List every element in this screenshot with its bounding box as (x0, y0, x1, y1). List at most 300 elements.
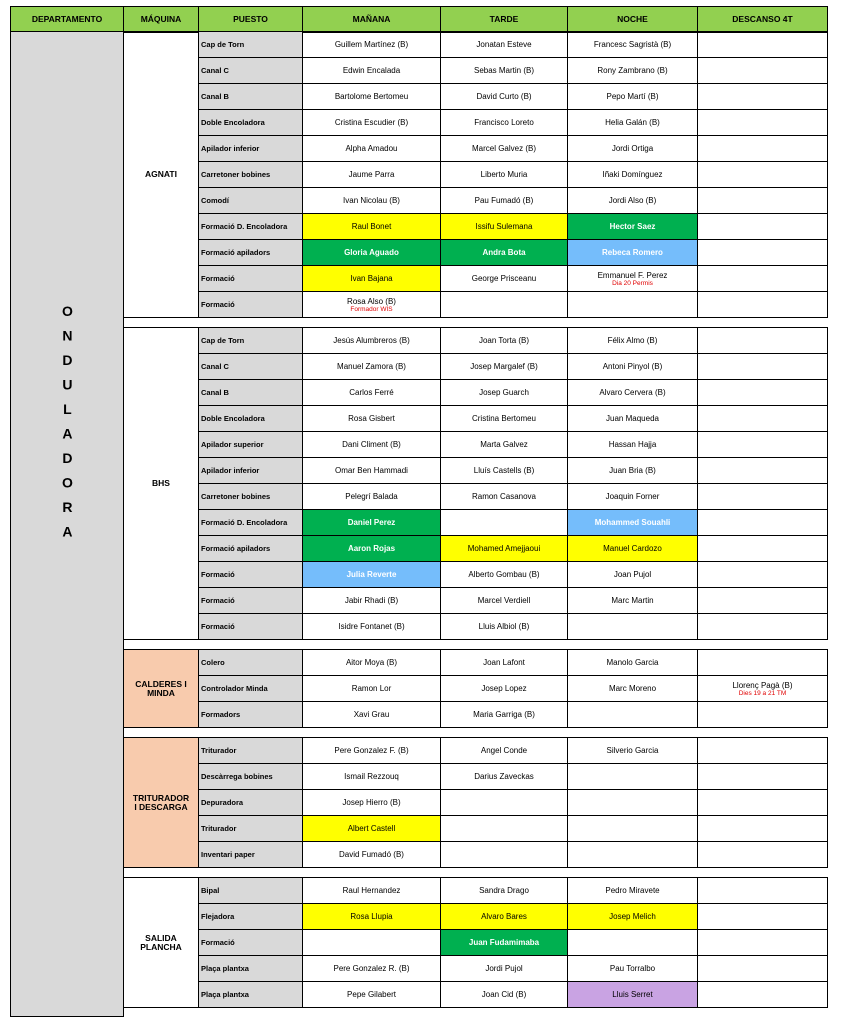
header-manana-label: MAÑANA (352, 14, 391, 24)
worker-name: Marcel Verdiell (477, 596, 531, 605)
worker-name: Alvaro Cervera (B) (599, 388, 666, 397)
puesto-cell (198, 239, 303, 266)
shift-cell-tarde (440, 213, 568, 240)
worker-name: Marta Galvez (480, 440, 528, 449)
puesto-cell (198, 981, 303, 1008)
shift-cell-noche (567, 903, 698, 930)
worker-name: Silverio Garcia (606, 746, 659, 755)
worker-name: Josep Guarch (479, 388, 529, 397)
puesto-cell (198, 763, 303, 790)
shift-cell-tarde (440, 265, 568, 292)
worker-name: Raul Hernandez (342, 886, 401, 895)
puesto-cell (198, 291, 303, 318)
puesto-label: Flejadora (201, 912, 235, 921)
worker-name: Ramon Lor (351, 684, 392, 693)
worker-name: Ivan Bajana (350, 274, 393, 283)
shift-cell-noche (567, 457, 698, 484)
worker-name: Rony Zambrano (B) (597, 66, 668, 75)
puesto-label: Descàrrega bobines (201, 772, 273, 781)
shift-cell-manana (302, 955, 441, 982)
header-descanso-label: DESCANSO 4T (732, 14, 793, 24)
shift-cell-descanso (697, 379, 828, 406)
shift-cell-descanso (697, 509, 828, 536)
shift-cell-noche (567, 353, 698, 380)
shift-cell-noche (567, 675, 698, 702)
shift-cell-manana (302, 649, 441, 676)
worker-name: Gloria Aguado (344, 248, 399, 257)
puesto-cell (198, 789, 303, 816)
worker-name: Lluís Castells (B) (473, 466, 535, 475)
shift-cell-tarde (440, 763, 568, 790)
worker-name: Manuel Zamora (B) (337, 362, 406, 371)
puesto-label: Formació D. Encoladora (201, 518, 288, 527)
shift-cell-manana (302, 789, 441, 816)
puesto-cell (198, 701, 303, 728)
shift-cell-descanso (697, 265, 828, 292)
shift-cell-manana (302, 483, 441, 510)
cell-stack (347, 297, 396, 313)
shift-cell-manana (302, 903, 441, 930)
shift-cell-descanso (697, 649, 828, 676)
worker-name: Joan Lafont (483, 658, 525, 667)
worker-name: Angel Conde (480, 746, 528, 755)
puesto-label: Doble Encoladora (201, 118, 265, 127)
shift-cell-tarde (440, 841, 568, 868)
worker-name: Sandra Drago (479, 886, 529, 895)
puesto-cell (198, 57, 303, 84)
puesto-cell (198, 613, 303, 640)
worker-name: Emmanuel F. Perez (597, 270, 668, 280)
shift-cell-manana (302, 675, 441, 702)
shift-cell-descanso (697, 405, 828, 432)
shift-cell-manana (302, 587, 441, 614)
puesto-label: Colero (201, 658, 225, 667)
puesto-label: Cap de Torn (201, 336, 245, 345)
machine-label: CALDERES I MINDA (135, 678, 187, 698)
shift-cell-noche (567, 161, 698, 188)
shift-cell-manana (302, 213, 441, 240)
shift-cell-noche (567, 587, 698, 614)
puesto-cell (198, 431, 303, 458)
shift-cell-manana (302, 535, 441, 562)
shift-cell-tarde (440, 353, 568, 380)
header-departamento (10, 6, 124, 33)
puesto-label: Apilador inferior (201, 144, 260, 153)
worker-name: Pere Gonzalez F. (B) (334, 746, 409, 755)
shift-cell-descanso (697, 353, 828, 380)
shift-cell-noche (567, 509, 698, 536)
puesto-label: Formació D. Encoladora (201, 222, 288, 231)
shift-cell-descanso (697, 841, 828, 868)
worker-name: Alberto Gombau (B) (468, 570, 540, 579)
shift-cell-tarde (440, 955, 568, 982)
header-tarde (440, 6, 568, 33)
puesto-label: Carretoner bobines (201, 492, 271, 501)
shift-cell-manana (302, 161, 441, 188)
shift-cell-noche (567, 877, 698, 904)
puesto-label: Plaça plantxa (201, 990, 249, 999)
shift-cell-tarde (440, 981, 568, 1008)
worker-name: Xavi Grau (353, 710, 390, 719)
worker-name: Lluis Albiol (B) (478, 622, 530, 631)
shift-cell-tarde (440, 239, 568, 266)
shift-cell-tarde (440, 701, 568, 728)
shift-cell-descanso (697, 675, 828, 702)
shift-cell-tarde (440, 405, 568, 432)
worker-name: Juan Bria (B) (609, 466, 656, 475)
shift-cell-manana (302, 379, 441, 406)
shift-cell-descanso (697, 535, 828, 562)
shift-cell-manana (302, 877, 441, 904)
shift-cell-descanso (697, 213, 828, 240)
shift-cell-descanso (697, 161, 828, 188)
shift-cell-tarde (440, 649, 568, 676)
puesto-cell (198, 405, 303, 432)
shift-cell-tarde (440, 903, 568, 930)
shift-cell-manana (302, 353, 441, 380)
shift-cell-noche (567, 737, 698, 764)
shift-cell-descanso (697, 31, 828, 58)
shift-cell-descanso (697, 239, 828, 266)
worker-note: Formador WIS (350, 305, 393, 313)
worker-name: Cristina Escudier (B) (334, 118, 409, 127)
puesto-label: Inventari paper (201, 850, 255, 859)
shift-cell-descanso (697, 701, 828, 728)
puesto-cell (198, 483, 303, 510)
worker-name: Marc Moreno (608, 684, 657, 693)
worker-name: Mohamed Amejjaoui (467, 544, 541, 553)
puesto-cell (198, 109, 303, 136)
shift-cell-descanso (697, 981, 828, 1008)
worker-name: Josep Hierro (B) (342, 798, 401, 807)
puesto-cell (198, 535, 303, 562)
shift-cell-noche (567, 239, 698, 266)
shift-cell-noche (567, 135, 698, 162)
worker-name: Hassan Hajja (608, 440, 657, 449)
puesto-cell (198, 675, 303, 702)
shift-cell-noche (567, 327, 698, 354)
shift-cell-manana (302, 701, 441, 728)
puesto-cell (198, 561, 303, 588)
shift-cell-noche (567, 649, 698, 676)
shift-cell-tarde (440, 457, 568, 484)
shift-cell-descanso (697, 903, 828, 930)
shift-cell-manana (302, 509, 441, 536)
shift-cell-tarde (440, 57, 568, 84)
shift-cell-noche (567, 789, 698, 816)
worker-name: Jaume Parra (348, 170, 395, 179)
shift-cell-tarde (440, 561, 568, 588)
shift-cell-manana (302, 327, 441, 354)
shift-cell-manana (302, 763, 441, 790)
shift-cell-noche (567, 291, 698, 318)
worker-name: Marcel Galvez (B) (471, 144, 536, 153)
worker-name: Edwin Encalada (342, 66, 401, 75)
worker-name: Josep Lopez (481, 684, 527, 693)
shift-cell-noche (567, 815, 698, 842)
puesto-cell (198, 649, 303, 676)
shift-cell-descanso (697, 135, 828, 162)
puesto-label: Formació (201, 938, 235, 947)
puesto-cell (198, 135, 303, 162)
worker-name: Julia Reverte (346, 570, 397, 579)
worker-name: Omar Ben Hammadi (335, 466, 408, 475)
worker-name: Alvaro Bares (481, 912, 527, 921)
worker-name: Pere Gonzalez R. (B) (333, 964, 410, 973)
shift-cell-descanso (697, 737, 828, 764)
puesto-label: Apilador superior (201, 440, 264, 449)
shift-cell-manana (302, 187, 441, 214)
worker-note: Dia 20 Permis (612, 279, 653, 287)
shift-cell-tarde (440, 31, 568, 58)
worker-name: Lluis Serret (612, 990, 653, 999)
puesto-label: Formació (201, 274, 235, 283)
worker-name: Issifu Sulemana (475, 222, 533, 231)
worker-name: Carlos Ferré (349, 388, 394, 397)
worker-name: Juan Fudamimaba (468, 938, 540, 947)
shift-cell-tarde (440, 509, 568, 536)
worker-name: Alpha Amadou (345, 144, 398, 153)
puesto-label: Doble Encoladora (201, 414, 265, 423)
shift-cell-noche (567, 613, 698, 640)
worker-name: Félix Almo (B) (607, 336, 658, 345)
shift-cell-descanso (697, 955, 828, 982)
shift-cell-manana (302, 239, 441, 266)
shift-cell-noche (567, 265, 698, 292)
shift-cell-descanso (697, 431, 828, 458)
worker-name: Guillem Martínez (B) (334, 40, 409, 49)
worker-name: Marc Martin (611, 596, 654, 605)
worker-name: Antoni Pinyol (B) (602, 362, 663, 371)
worker-name: Jabir Rhadi (B) (344, 596, 399, 605)
worker-name: Ramon Casanova (471, 492, 537, 501)
puesto-cell (198, 509, 303, 536)
cell-stack (598, 271, 668, 287)
puesto-cell (198, 903, 303, 930)
worker-name: Pedro Miravete (605, 886, 660, 895)
shift-cell-manana (302, 815, 441, 842)
header-puesto-label: PUESTO (233, 14, 268, 24)
worker-name: Joan Pujol (613, 570, 652, 579)
worker-name: Pau Torralbo (609, 964, 656, 973)
worker-name: Manolo Garcia (606, 658, 659, 667)
shift-cell-tarde (440, 161, 568, 188)
worker-name: Joaquin Forner (605, 492, 660, 501)
header-noche (567, 6, 698, 33)
shift-cell-tarde (440, 815, 568, 842)
machine-triturador-i-descarga (123, 737, 199, 868)
puesto-label: Canal B (201, 388, 229, 397)
worker-name: Mohammed Souahli (594, 518, 671, 527)
puesto-label: Formació (201, 570, 235, 579)
puesto-cell (198, 353, 303, 380)
shift-cell-tarde (440, 327, 568, 354)
shift-cell-tarde (440, 675, 568, 702)
shift-cell-noche (567, 955, 698, 982)
shift-cell-tarde (440, 187, 568, 214)
puesto-label: Formació (201, 596, 235, 605)
shift-cell-descanso (697, 291, 828, 318)
shift-cell-noche (567, 57, 698, 84)
shift-cell-tarde (440, 379, 568, 406)
puesto-label: Canal C (201, 362, 229, 371)
shift-cell-manana (302, 405, 441, 432)
machine-label: SALIDA PLANCHA (140, 932, 182, 952)
shift-cell-descanso (697, 613, 828, 640)
worker-name: Ismail Rezzouq (344, 772, 399, 781)
shift-cell-tarde (440, 109, 568, 136)
puesto-cell (198, 587, 303, 614)
shift-cell-manana (302, 265, 441, 292)
shift-cell-noche (567, 431, 698, 458)
shift-cell-tarde (440, 291, 568, 318)
shift-cell-noche (567, 31, 698, 58)
puesto-label: Bipal (201, 886, 220, 895)
shift-cell-descanso (697, 83, 828, 110)
puesto-label: Formació (201, 300, 235, 309)
shift-cell-descanso (697, 187, 828, 214)
department-name: ONDULADORA (59, 302, 76, 548)
shift-cell-descanso (697, 57, 828, 84)
shift-cell-descanso (697, 109, 828, 136)
shift-cell-noche (567, 83, 698, 110)
machine-bhs (123, 327, 199, 640)
shift-cell-tarde (440, 613, 568, 640)
shift-cell-tarde (440, 877, 568, 904)
puesto-cell (198, 841, 303, 868)
worker-name: Raul Bonet (351, 222, 392, 231)
worker-name: Rebeca Romero (602, 248, 663, 257)
puesto-cell (198, 187, 303, 214)
header-maquina-label: MÁQUINA (140, 14, 182, 24)
worker-name: Josep Margalef (B) (470, 362, 538, 371)
shift-cell-noche (567, 379, 698, 406)
puesto-cell (198, 327, 303, 354)
puesto-cell (198, 379, 303, 406)
worker-name: Juan Maqueda (606, 414, 659, 423)
shift-cell-tarde (440, 135, 568, 162)
puesto-label: Apilador inferior (201, 466, 260, 475)
worker-name: Jordi Pujol (485, 964, 523, 973)
puesto-label: Canal C (201, 66, 229, 75)
worker-name: Josep Melich (609, 912, 656, 921)
worker-name: Sebas Martin (B) (473, 66, 535, 75)
cell-stack (732, 681, 792, 697)
worker-name: Daniel Perez (347, 518, 396, 527)
worker-name: Rosa Llupia (350, 912, 393, 921)
worker-note: Dies 19 a 21 TM (738, 689, 787, 697)
shift-cell-tarde (440, 929, 568, 956)
worker-name: Joan Torta (B) (478, 336, 530, 345)
worker-name: Iñaki Domínguez (602, 170, 663, 179)
puesto-label: Formació (201, 622, 235, 631)
worker-name: Joan Cid (B) (481, 990, 527, 999)
department-cell (10, 31, 124, 1017)
shift-cell-manana (302, 291, 441, 318)
worker-name: Liberto Muria (480, 170, 528, 179)
puesto-cell (198, 213, 303, 240)
shift-cell-manana (302, 109, 441, 136)
shift-cell-noche (567, 213, 698, 240)
worker-name: Hector Saez (609, 222, 656, 231)
worker-name: Jonatan Esteve (476, 40, 532, 49)
worker-name: Jordi Ortiga (611, 144, 654, 153)
worker-name: Jesús Alumbreros (B) (333, 336, 410, 345)
worker-name: Pepo Martí (B) (606, 92, 659, 101)
worker-name: Manuel Cardozo (603, 544, 662, 553)
header-descanso (697, 6, 828, 33)
shift-cell-descanso (697, 561, 828, 588)
shift-cell-tarde (440, 483, 568, 510)
puesto-cell (198, 265, 303, 292)
header-noche-label: NOCHE (617, 14, 648, 24)
shift-cell-descanso (697, 877, 828, 904)
shift-cell-noche (567, 763, 698, 790)
worker-name: Pau Fumadó (B) (474, 196, 534, 205)
puesto-cell (198, 815, 303, 842)
puesto-cell (198, 161, 303, 188)
worker-name: Darius Zaveckas (474, 772, 534, 781)
worker-name: George Prisceanu (471, 274, 537, 283)
worker-name: David Fumadó (B) (339, 850, 404, 859)
worker-name: Jordi Also (B) (608, 196, 657, 205)
shift-cell-descanso (697, 789, 828, 816)
worker-name: Albert Castell (347, 824, 396, 833)
puesto-label: Plaça plantxa (201, 964, 249, 973)
shift-cell-noche (567, 841, 698, 868)
worker-name: Ivan Nicolau (B) (343, 196, 400, 205)
shift-cell-manana (302, 431, 441, 458)
worker-name: Francesc Sagristà (B) (593, 40, 672, 49)
shift-cell-tarde (440, 737, 568, 764)
worker-name: David Curto (B) (476, 92, 532, 101)
shift-cell-manana (302, 841, 441, 868)
shift-cell-noche (567, 701, 698, 728)
puesto-cell (198, 457, 303, 484)
header-manana (302, 6, 441, 33)
worker-name: Llorenç Pagà (B) (732, 680, 793, 690)
shift-cell-descanso (697, 587, 828, 614)
machine-agnati (123, 31, 199, 318)
shift-cell-manana (302, 457, 441, 484)
worker-name: Helia Galán (B) (605, 118, 660, 127)
shift-cell-descanso (697, 327, 828, 354)
header-tarde-label: TARDE (489, 14, 519, 24)
shift-cell-manana (302, 981, 441, 1008)
shift-cell-manana (302, 737, 441, 764)
worker-name: Andra Bota (482, 248, 526, 257)
worker-name: Maria Garriga (B) (473, 710, 535, 719)
worker-name: Dani Climent (B) (342, 440, 401, 449)
puesto-cell (198, 955, 303, 982)
shift-cell-manana (302, 57, 441, 84)
shift-cell-tarde (440, 83, 568, 110)
shift-cell-manana (302, 561, 441, 588)
machine-label: BHS (152, 478, 170, 488)
puesto-cell (198, 929, 303, 956)
puesto-label: Formació apiladors (201, 544, 271, 553)
puesto-label: Triturador (201, 746, 237, 755)
puesto-cell (198, 737, 303, 764)
puesto-label: Canal B (201, 92, 229, 101)
shift-cell-tarde (440, 587, 568, 614)
header-maquina (123, 6, 199, 33)
puesto-cell (198, 877, 303, 904)
worker-name: Isidre Fontanet (B) (338, 622, 405, 631)
worker-name: Rosa Also (B) (347, 296, 396, 306)
worker-name: Aitor Moya (B) (345, 658, 398, 667)
header-departamento-label: DEPARTAMENTO (31, 14, 103, 24)
